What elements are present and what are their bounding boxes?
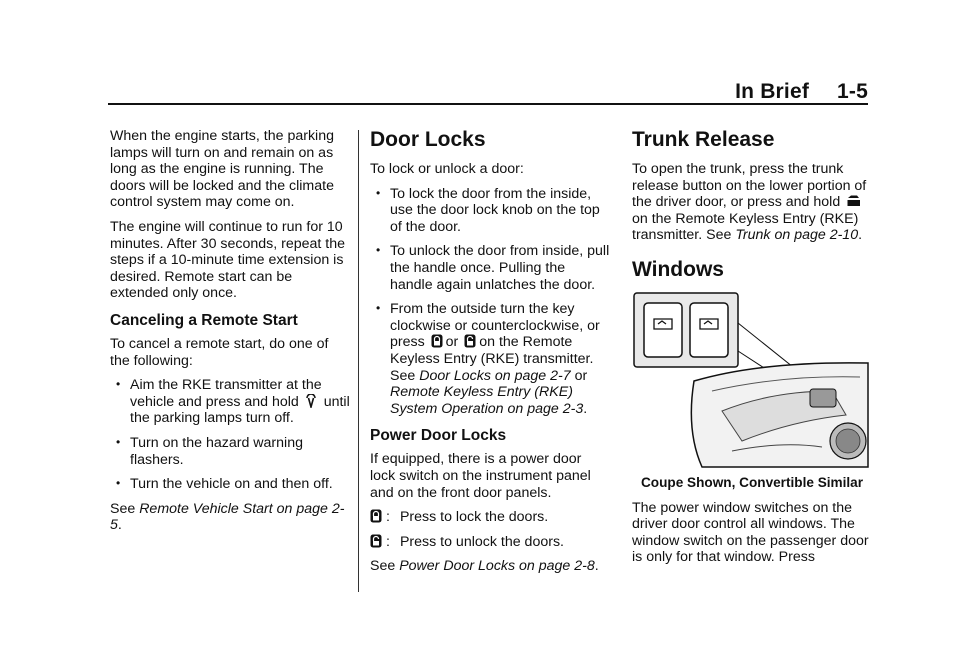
list-item: • Turn on the hazard warning flashers. [110,435,350,468]
reference-link[interactable]: Remote Vehicle Start on page 2-5 [110,500,345,534]
section-heading: Windows [632,257,724,281]
paragraph: If equipped, there is a power door lock switch on the instrument panel and on the front door panels. [370,451,591,501]
column-1 [110,128,350,542]
lock-icon [431,334,443,348]
header-rule [108,103,868,105]
paragraph: To open the trunk, press the trunk release button on the lower portion of the driver door, or press and hold on the Remote Keyless Entry (RKE) transmitter. See Trunk on page 2-10. [632,161,867,244]
paragraph: When the engine starts, the parking lamps will turn on and remain on as long as the engine is running. The doors will be locked and the climate control system may come on. [110,128,334,211]
column-3 [632,128,872,574]
list-item: • Turn the vehicle on and then off. [110,476,350,493]
cross-reference: See Power Door Locks on page 2-8. [370,558,599,575]
list-item: • Aim the RKE transmitter at the vehicle and press and hold until the parking lamps turn off. [110,377,350,427]
section-heading: Canceling a Remote Start [110,311,298,329]
trunk-release-icon [846,194,860,208]
section-heading: Power Door Locks [370,427,507,445]
paragraph: The engine will continue to run for 10 minutes. After 30 seconds, repeat the steps if a 10-minute time extension is desired. Remote start can be extended only once. [110,218,346,302]
reference-link[interactable]: Door Locks on page 2-7 [419,367,571,384]
lock-icon [370,509,382,523]
unlock-icon [370,534,382,548]
list-item: • To unlock the door from inside, pull the handle once. Pulling the handle again unlatches the door. [370,243,610,293]
reference-link[interactable]: Trunk on page 2-10 [735,227,859,244]
list-item: • From the outside turn the key clockwise or counterclockwise, or press or on the Remote Keyless Entry (RKE) transmitter. See Door Locks on page 2-7 or Remote Keyless Entry (RKE) System Operation on page 2-3. [370,301,610,417]
section-title: In Brief [735,80,810,103]
unlock-icon [464,334,476,348]
list-item: • To lock the door from the inside, use the door lock knob on the top of the door. [370,186,610,236]
paragraph: The power window switches on the driver door control all windows. The window switch on the passenger door is only for that window. Press [632,499,869,566]
figure-caption: Coupe Shown, Convertible Similar [640,474,864,490]
page-number: 1-5 [837,80,868,103]
remote-start-icon [305,394,317,408]
reference-link[interactable]: Remote Keyless Entry (RKE) System Operation on page 2-3 [390,384,584,417]
cross-reference: See Remote Vehicle Start on page 2-5. [110,500,345,534]
paragraph: To lock or unlock a door: [370,161,524,177]
bullet-list [370,186,610,418]
page-header [735,80,868,104]
column-divider [358,130,359,592]
unlock-description: : Press to unlock the doors. [370,534,610,551]
column-2 [370,128,610,583]
section-heading: Trunk Release [632,128,775,151]
bullet-list [110,377,350,493]
reference-link[interactable]: Power Door Locks on page 2-8 [399,558,595,575]
lock-description: : Press to lock the doors. [370,509,610,526]
section-heading: Door Locks [370,128,486,151]
door-panel-illustration [632,291,872,469]
paragraph: To cancel a remote start, do one of the following: [110,335,329,369]
